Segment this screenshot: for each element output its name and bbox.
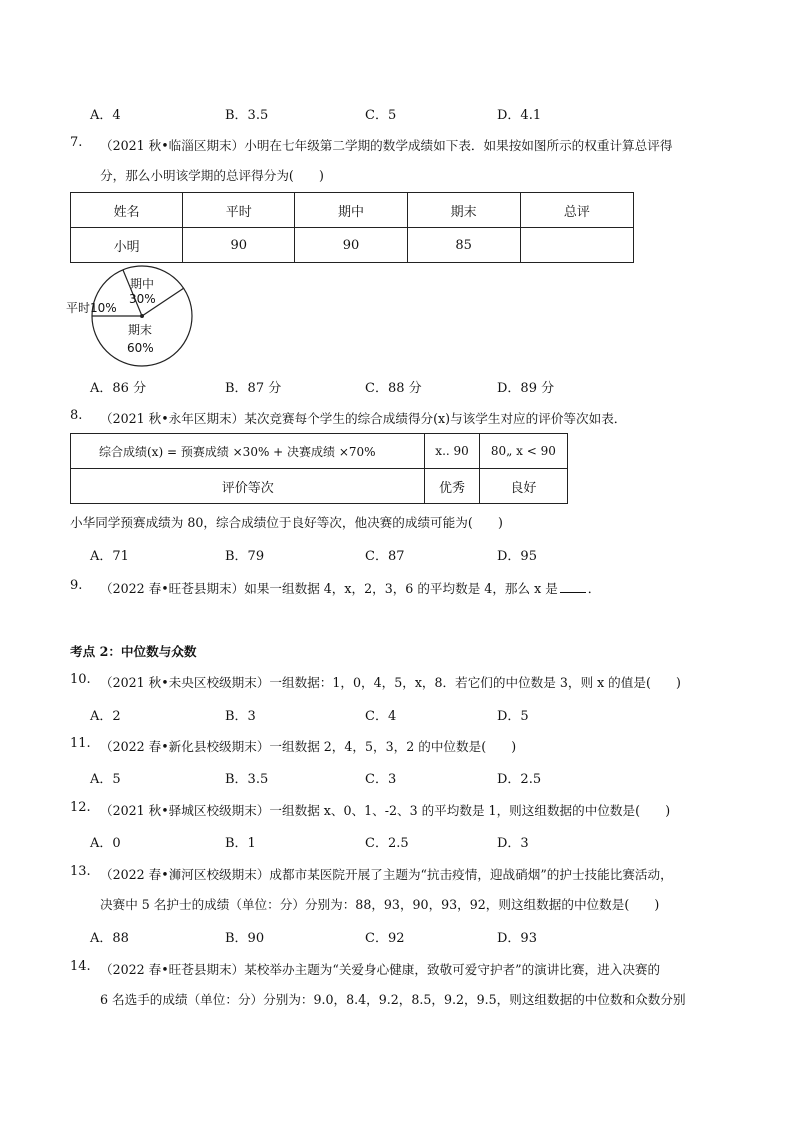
q8-line2: 小华同学预赛成绩为 80，综合成绩位于良好等次，他决赛的成绩可能为( ) (70, 515, 503, 530)
q8-option-c[interactable]: C．87 (365, 549, 405, 564)
q14-line1: （2022 春•旺苍县期末）某校举办主题为“关爱身心健康，致敬可爱守护者”的演讲比赛，进入决赛的 (100, 962, 661, 977)
q12-options (0, 832, 794, 852)
q7-td-midterm: 90 (295, 228, 407, 263)
q7-option-d[interactable]: D．89 分 (497, 381, 555, 396)
pie-center-dot (140, 314, 144, 318)
q11-option-d[interactable]: D．2.5 (497, 772, 542, 787)
q10-option-d[interactable]: D．5 (497, 709, 529, 724)
q10-number: 10. (70, 672, 91, 687)
q13-options (0, 927, 794, 947)
q8-good-range: 80„ x < 90 (479, 434, 567, 469)
q6-option-a[interactable]: A．4 (90, 108, 121, 123)
section-heading: 考点 2：中位数与众数 (70, 644, 197, 659)
pie-label-midterm: 期中 (130, 277, 155, 291)
q7-table-row (71, 228, 634, 263)
q13-option-d[interactable]: D．93 (497, 931, 537, 946)
q7-weight-pie-chart (66, 262, 206, 374)
q7-th-name: 姓名 (71, 193, 183, 228)
q8-option-a[interactable]: A．71 (90, 549, 129, 564)
q13-option-c[interactable]: C．92 (365, 931, 405, 946)
q12-option-c[interactable]: C．2.5 (365, 836, 409, 851)
q7-options (0, 377, 794, 397)
q12-text: （2021 秋•驿城区校级期末）一组数据 x、0、1、-2、3 的平均数是 1，则这组数据的中位数是( ) (100, 803, 671, 818)
q7-option-c[interactable]: C．88 分 (365, 381, 422, 396)
q6-option-d[interactable]: D．4.1 (497, 108, 542, 123)
q8-table-row1 (71, 434, 568, 469)
q12-option-a[interactable]: A．0 (90, 836, 121, 851)
pie-value-final: 60% (127, 341, 154, 355)
q11-option-b[interactable]: B．3.5 (225, 772, 269, 787)
q6-option-b[interactable]: B．3.5 (225, 108, 269, 123)
q7-td-regular: 90 (183, 228, 295, 263)
q13-option-a[interactable]: A．88 (90, 931, 129, 946)
q9-text (100, 578, 600, 597)
q10-option-c[interactable]: C．4 (365, 709, 397, 724)
q9-answer-blank[interactable] (560, 580, 586, 593)
q12-number: 12. (70, 800, 91, 815)
q7-score-table (70, 192, 634, 263)
q8-excellent-range: x.. 90 (425, 434, 479, 469)
q10-text: （2021 秋•未央区校级期末）一组数据：1，0，4，5，x，8．若它们的中位数是 3，则 x 的值是( ) (100, 675, 681, 690)
q13-line1: （2022 春•浉河区校级期末）成都市某医院开展了主题为“抗击疫情，迎战硝烟”的护士技能比赛活动， (100, 867, 673, 882)
q8-excellent-label: 优秀 (425, 469, 479, 504)
q13-number: 13. (70, 864, 91, 879)
q14-number: 14. (70, 959, 91, 974)
q10-option-b[interactable]: B．3 (225, 709, 256, 724)
q8-number: 8. (70, 408, 83, 423)
q7-line1: （2021 秋•临淄区期末）小明在七年级第二学期的数学成绩如下表．如果按如图所示的权重计算总评得 (100, 138, 673, 153)
q8-table-row2 (71, 469, 568, 504)
q8-grade-label: 评价等次 (71, 469, 425, 504)
pie-label-regular: 平时10% (66, 301, 117, 315)
q6-options (0, 104, 794, 124)
q9-number: 9. (70, 578, 83, 593)
pie-label-final: 期末 (128, 323, 153, 337)
q8-good-label: 良好 (479, 469, 567, 504)
q7-option-b[interactable]: B．87 分 (225, 381, 282, 396)
q12-option-d[interactable]: D．3 (497, 836, 529, 851)
q13-option-b[interactable]: B．90 (225, 931, 265, 946)
pie-value-midterm: 30% (129, 292, 156, 306)
q11-options (0, 768, 794, 788)
q7-td-name: 小明 (71, 228, 183, 263)
q11-text: （2022 春•新化县校级期末）一组数据 2，4，5，3，2 的中位数是( ) (100, 739, 517, 754)
q11-option-c[interactable]: C．3 (365, 772, 397, 787)
q7-number: 7. (70, 135, 83, 150)
q7-option-a[interactable]: A．86 分 (90, 381, 147, 396)
q8-grade-table (70, 433, 568, 504)
q13-line2: 决赛中 5 名护士的成绩（单位：分）分别为：88，93，90，93，92，则这组数据的中位数是( ) (100, 897, 660, 912)
q9-text-after: ． (587, 581, 601, 596)
q8-option-d[interactable]: D．95 (497, 549, 537, 564)
q12-option-b[interactable]: B．1 (225, 836, 256, 851)
q7-th-regular: 平时 (183, 193, 295, 228)
q10-option-a[interactable]: A．2 (90, 709, 121, 724)
q14-line2: 6 名选手的成绩（单位：分）分别为：9.0，8.4，9.2，8.5，9.2，9.5，则这组数据的中位数和众数分别 (100, 992, 686, 1007)
q7-td-final: 85 (407, 228, 520, 263)
q8-formula-cell: 综合成绩(x) = 预赛成绩 ×30% + 决赛成绩 ×70% (71, 434, 425, 469)
q9-text-before: （2022 春•旺苍县期末）如果一组数据 4，x，2，3，6 的平均数是 4，那么 x 是 (100, 581, 558, 596)
q10-options (0, 705, 794, 725)
q6-option-c[interactable]: C．5 (365, 108, 397, 123)
q7-line2: 分，那么小明该学期的总评得分为( ) (100, 168, 324, 183)
q8-options (0, 545, 794, 565)
q8-option-b[interactable]: B．79 (225, 549, 265, 564)
q7-th-final: 期末 (407, 193, 520, 228)
q11-option-a[interactable]: A．5 (90, 772, 121, 787)
q11-number: 11. (70, 736, 91, 751)
q7-table-header-row (71, 193, 634, 228)
q7-td-overall (520, 228, 633, 263)
q8-line1: （2021 秋•永年区期末）某次竞赛每个学生的综合成绩得分(x)与该学生对应的评价等次如表． (100, 411, 627, 426)
q7-th-overall: 总评 (520, 193, 633, 228)
q7-th-midterm: 期中 (295, 193, 407, 228)
